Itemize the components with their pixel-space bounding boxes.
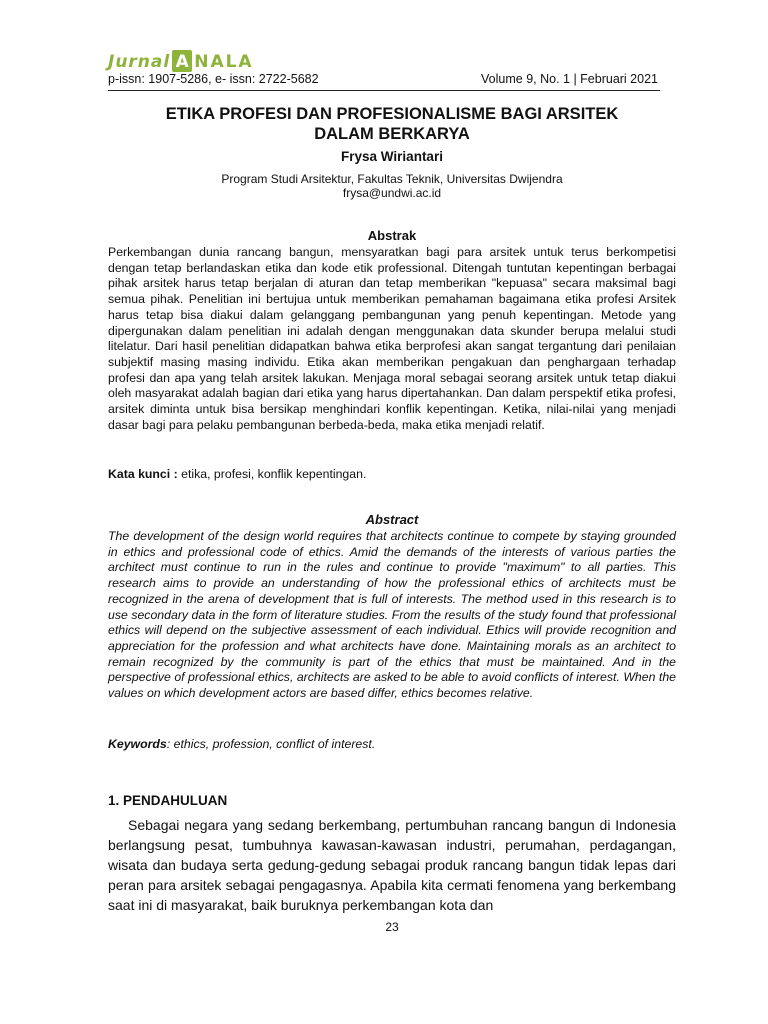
affiliation-block <box>108 172 676 200</box>
volume-text: Volume 9, No. 1 | Februari 2021 <box>481 72 658 86</box>
page-number: 23 <box>385 920 399 934</box>
kata-kunci-label: Kata kunci : <box>108 467 178 481</box>
keywords-values: : ethics, profession, conflict of interest. <box>166 737 376 751</box>
article-title <box>108 104 676 144</box>
author-email: frysa@undwi.ac.id <box>342 186 442 200</box>
keywords-label: Keywords <box>108 737 167 751</box>
header-rule <box>108 90 660 91</box>
title-line-2: DALAM BERKARYA <box>314 125 470 143</box>
keywords <box>108 737 676 752</box>
abstrak-heading: Abstrak <box>367 228 417 243</box>
abstract-heading: Abstract <box>365 512 419 527</box>
title-line-1: ETIKA PROFESI DAN PROFESIONALISME BAGI ARSITEK <box>165 105 619 123</box>
author-name: Frysa Wiriantari <box>341 149 443 164</box>
section-body-pendahuluan: Sebagai negara yang sedang berkembang, pertumbuhan rancang bangun di Indonesia berlangsung pesat, tumbuhnya kawasan-kawasan industri, perumahan, perdagangan, wisata dan budaya serta gedung-gedung sebagai produk rancang bangun tidak lepas dari peran para arsitek sebagai pengagasnya. Apabila kita cermati fenomena yang berkembang saat ini di masyarakat, baik buruknya perkembangan kota dan <box>108 817 676 913</box>
logo-nala-text: NALA <box>194 52 254 72</box>
journal-logo <box>108 44 254 72</box>
section-heading-pendahuluan: 1. PENDAHULUAN <box>108 793 228 808</box>
issn-text: p-issn: 1907-5286, e- issn: 2722-5682 <box>108 72 319 86</box>
abstract-body: The development of the design world requires that architects continue to compete by staying grounded in ethics and professional code of ethics. Amid the demands of the interests of various parties the architect must continue to run in the rules and continue to provide "maximum" to all parties. This research aims to provide an understanding of how the professional ethics of architects must be recognized in the arena of development that is full of interests. The method used in this research is to use secondary data in the form of literature studies. From the results of the study found that professional ethics will depend on the subjective assessment of each individual. Ethics will provide recognition and appreciation for the profession and what architects have done. Maintaining morals as an architect to remain recognized by the community is part of the ethics that must be maintained. And in the perspective of professional ethics, architects are asked to be able to avoid conflicts of interest. When the values on which development actors are based differ, ethics becomes relative. <box>108 529 676 701</box>
abstrak-body: Perkembangan dunia rancang bangun, mensyaratkan bagi para arsitek untuk terus berkompetisi dengan tetap berlandaskan etika dan kode etik professional. Ditengah tuntutan kepentingan berbagai pihak arsitek harus tetap berjalan di aturan dan tetap memberikan "kepuasa" secara maksimal bagi semua pihak. Penelitian ini bertujua untuk memberikan pemahaman bagaimana etika profesi Arsitek harus tetap bisa diakui dalam gelanggang pembangunan yang penuh kepentingan. Metode yang dipergunakan dalam penelitian ini adalah dengan menggunakan data skunder berupa melalui studi litelatur. Dari hasil penelitian didapatkan bahwa etika berprofesi akan sangat tergantung dari penilaian subjektif masing masing individu. Etika akan memberikan pengakuan dan penghargaan terhadap profesi dan apa yang telah arsitek lakukan. Menjaga moral sebagai seorang arsitek untuk tetap diakui oleh masyarakat adalah bagian dari etika yang harus dipertahankan. Dan dalam perspektif etika profesi, arsitek diminta untuk bisa bersikap menghindari konflik kepentingan. Ketika, nilai-nilai yang menjadi dasar bagi para pelaku pembangunan berbeda-beda, maka etika menjadi relatif. <box>108 245 676 432</box>
logo-jurnal-text: Jurnal <box>108 52 171 72</box>
header-info-row <box>108 72 658 87</box>
kata-kunci <box>108 467 676 482</box>
affiliation-text: Program Studi Arsitektur, Fakultas Teknik, Universitas Dwijendra <box>221 172 563 186</box>
logo-a-block: A <box>172 50 192 72</box>
kata-kunci-values: etika, profesi, konflik kepentingan. <box>177 467 367 481</box>
